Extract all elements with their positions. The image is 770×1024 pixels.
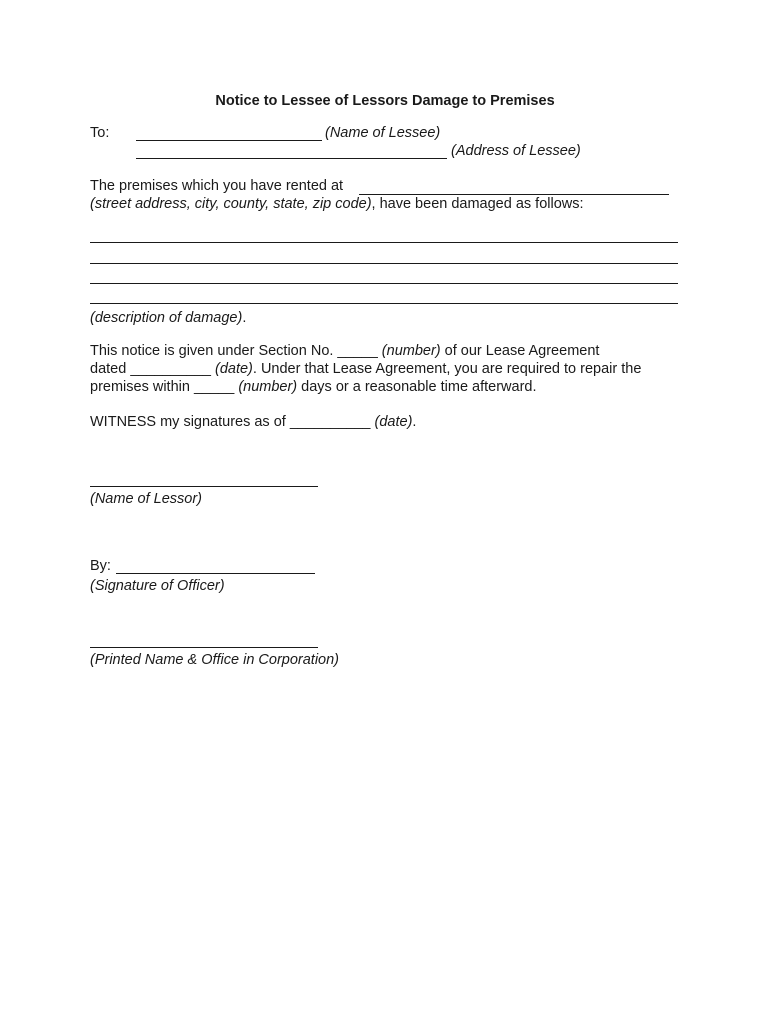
lessee-name-line[interactable]	[136, 140, 322, 141]
printed-name-line[interactable]	[90, 647, 318, 648]
premises-hint: (street address, city, county, state, zip code)	[90, 196, 372, 212]
document-title: Notice to Lessee of Lessors Damage to Premises	[215, 93, 555, 109]
witness-text: WITNESS my signatures as of __________	[90, 414, 375, 430]
damage-line-2[interactable]	[90, 263, 678, 264]
section-days-hint: (number)	[238, 379, 298, 395]
lessor-name-line[interactable]	[90, 486, 318, 487]
damage-hint: (description of damage)	[90, 310, 243, 326]
officer-signature-hint: (Signature of Officer)	[90, 578, 225, 594]
premises-suffix: , have been damaged as follows:	[371, 196, 584, 212]
section-line-1	[90, 343, 599, 360]
lessor-name-hint: (Name of Lessor)	[90, 491, 203, 507]
section-line-2	[90, 361, 641, 378]
section-text-3: dated __________	[90, 361, 215, 377]
section-number-hint: (number)	[381, 343, 441, 359]
by-label: By:	[90, 558, 111, 574]
section-text-4: . Under that Lease Agreement, you are required to repair the	[252, 361, 642, 377]
section-date-hint: (date)	[215, 361, 253, 377]
premises-address-line[interactable]	[359, 194, 669, 195]
witness-date-hint: (date)	[374, 414, 413, 430]
damage-end: .	[242, 310, 247, 326]
damage-line-3[interactable]	[90, 283, 678, 284]
section-text-1: This notice is given under Section No. _____	[90, 343, 382, 359]
section-line-3	[90, 379, 537, 396]
damage-hint-line	[90, 310, 246, 327]
section-text-6: days or a reasonable time afterward.	[297, 379, 537, 395]
section-text-2: of our Lease Agreement	[440, 343, 600, 359]
lessee-address-hint: (Address of Lessee)	[451, 143, 581, 159]
premises-text: The premises which you have rented at	[90, 178, 344, 194]
witness-end: .	[412, 414, 417, 430]
section-text-5: premises within _____	[90, 379, 239, 395]
damage-line-4[interactable]	[90, 303, 678, 304]
premises-line2	[90, 196, 584, 213]
witness-line	[90, 414, 416, 431]
to-label: To:	[90, 125, 110, 141]
printed-name-hint: (Printed Name & Office in Corporation)	[90, 652, 340, 668]
lessee-name-hint: (Name of Lessee)	[325, 125, 441, 141]
damage-line-1[interactable]	[90, 242, 678, 243]
officer-signature-line[interactable]	[116, 573, 315, 574]
lessee-address-line[interactable]	[136, 158, 447, 159]
